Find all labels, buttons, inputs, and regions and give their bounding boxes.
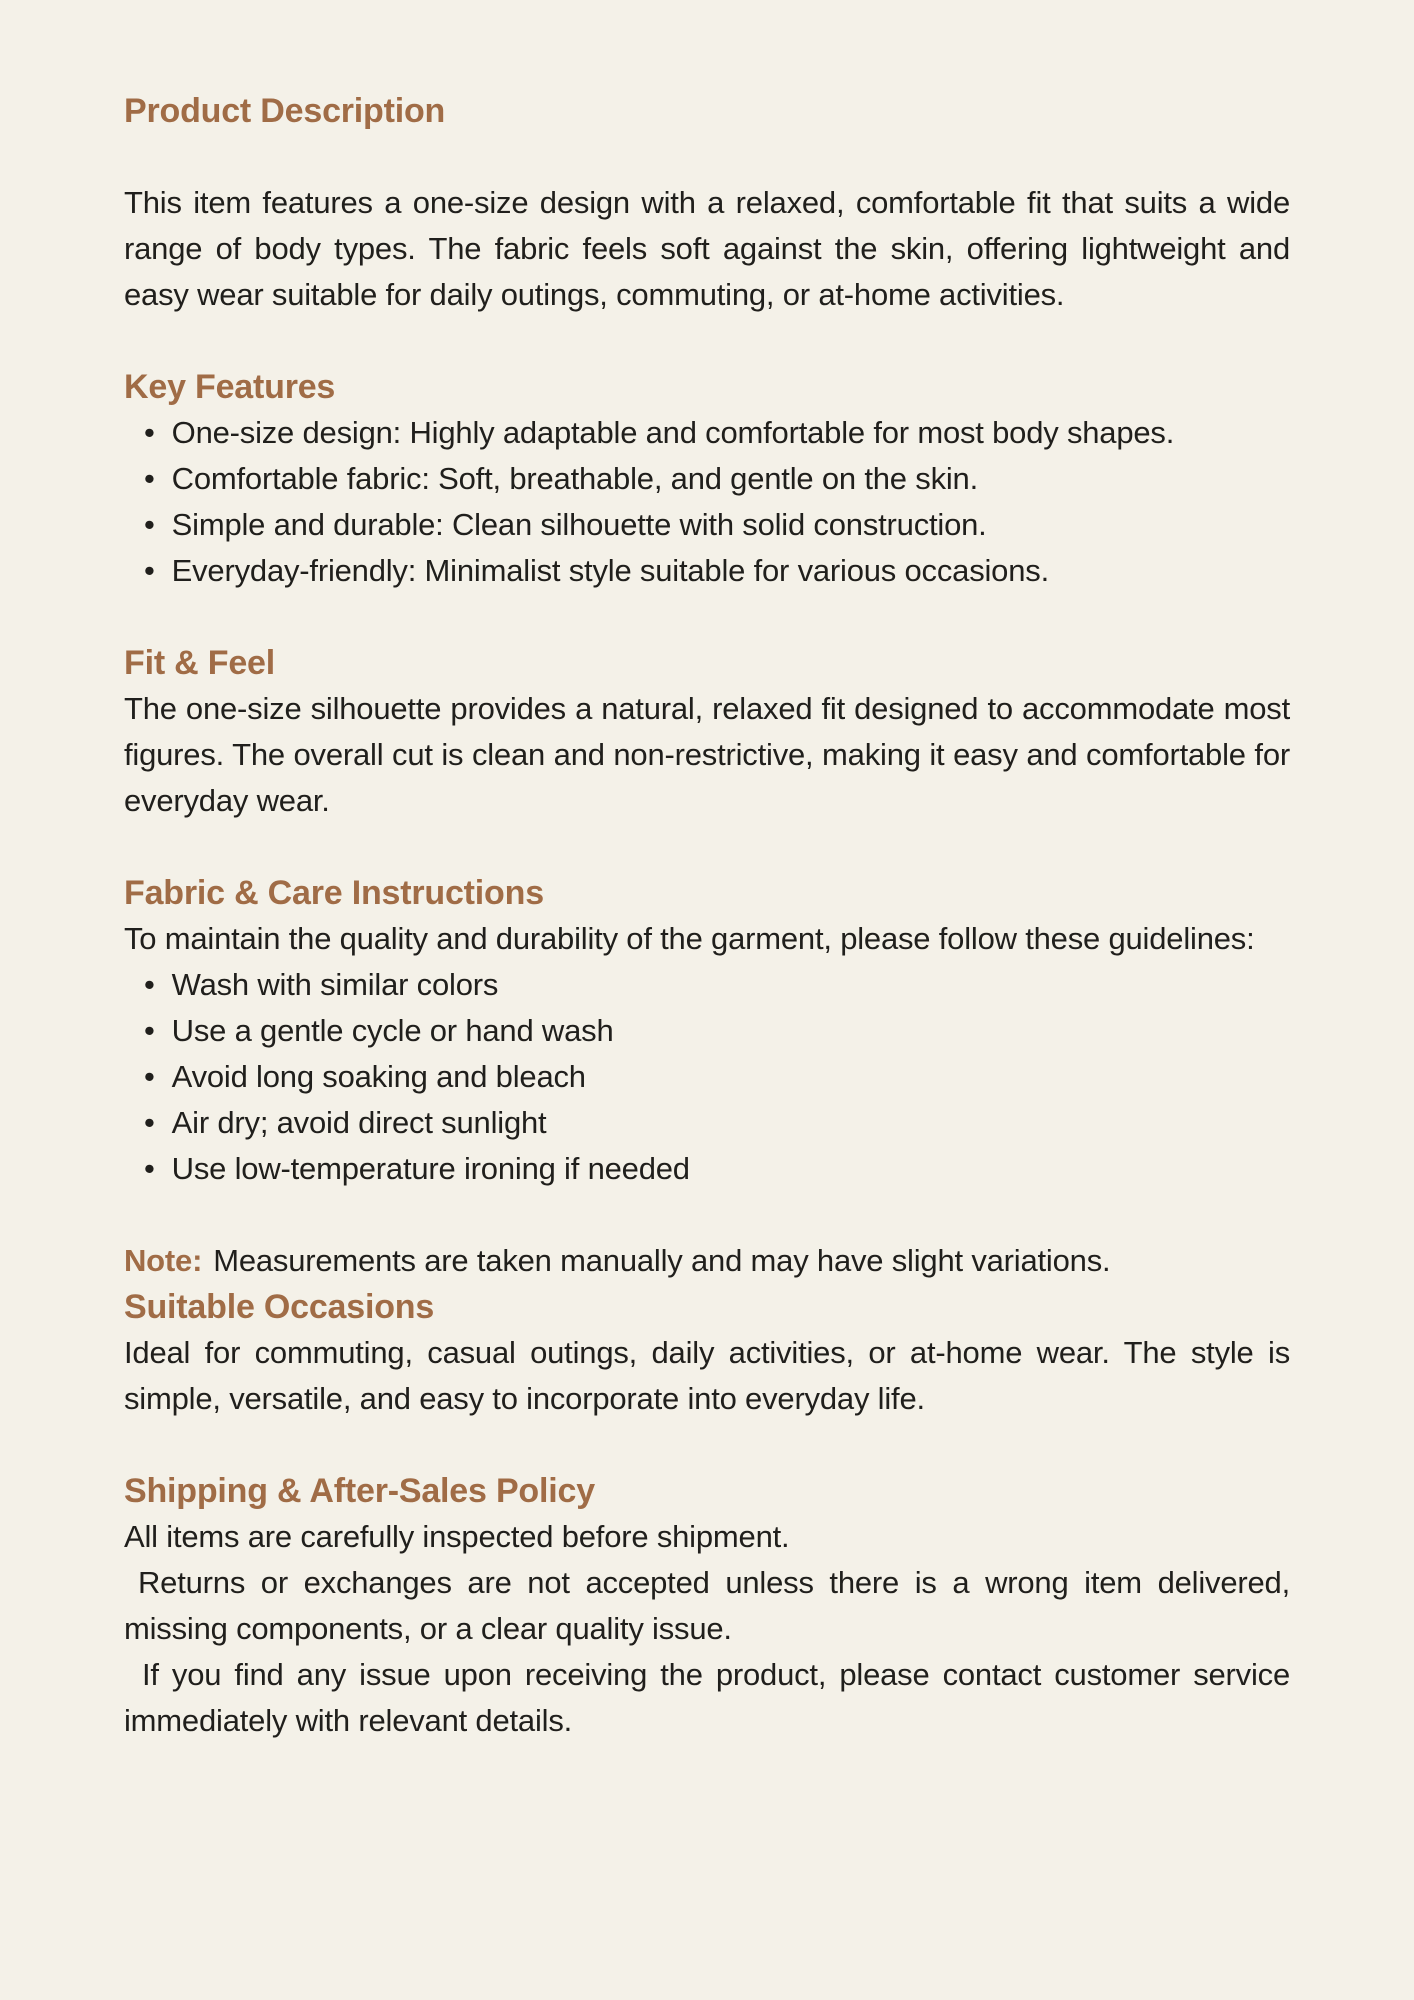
list-item: • Use low-temperature ironing if needed bbox=[124, 1146, 1290, 1192]
page-title: Product Description bbox=[124, 92, 446, 130]
list-item: • Comfortable fabric: Soft, breathable, and gentle on the skin. bbox=[124, 456, 1290, 502]
shipping-line: Returns or exchanges are not accepted unless there is a wrong item delivered, missing components, or a clear quality issue. bbox=[124, 1565, 1290, 1646]
shipping-line: If you find any issue upon receiving the product, please contact customer service immediately with relevant details. bbox=[124, 1657, 1290, 1738]
fabric-care-paragraph: To maintain the quality and durability of the garment, please follow these guidelines: bbox=[124, 921, 1255, 956]
fit-feel-heading: Fit & Feel bbox=[124, 644, 276, 682]
note-text: Measurements are taken manually and may have slight variations. bbox=[213, 1243, 1111, 1278]
fabric-care-list bbox=[124, 962, 1290, 1192]
key-features-heading: Key Features bbox=[124, 368, 336, 406]
key-features-list bbox=[124, 410, 1290, 594]
fabric-care-heading: Fabric & Care Instructions bbox=[124, 874, 544, 912]
section-fit-feel bbox=[124, 640, 1290, 824]
suitable-occasions-paragraph: Ideal for commuting, casual outings, daily activities, or at-home wear. The style is simple, versatile, and easy to incorporate into everyday life. bbox=[124, 1335, 1290, 1416]
section-shipping-policy bbox=[124, 1468, 1290, 1744]
list-item: • Avoid long soaking and bleach bbox=[124, 1054, 1290, 1100]
suitable-occasions-heading: Suitable Occasions bbox=[124, 1288, 435, 1326]
list-item: • Everyday-friendly: Minimalist style suitable for various occasions. bbox=[124, 548, 1290, 594]
fit-feel-paragraph: The one-size silhouette provides a natural, relaxed fit designed to accommodate most figures. The overall cut is clean and non-restrictive, making it easy and comfortable for everyday wear. bbox=[124, 691, 1290, 818]
note-line bbox=[124, 1238, 1290, 1284]
list-item: • Simple and durable: Clean silhouette with solid construction. bbox=[124, 502, 1290, 548]
section-suitable-occasions bbox=[124, 1284, 1290, 1422]
list-item: • One-size design: Highly adaptable and comfortable for most body shapes. bbox=[124, 410, 1290, 456]
list-item: • Air dry; avoid direct sunlight bbox=[124, 1100, 1290, 1146]
intro-paragraph: This item features a one-size design with a relaxed, comfortable fit that suits a wide range of body types. The fabric feels soft against the skin, offering lightweight and easy wear suitable for daily outings, commuting, or at-home activities. bbox=[124, 185, 1290, 312]
section-note bbox=[124, 1238, 1290, 1284]
section-key-features bbox=[124, 364, 1290, 594]
shipping-policy-heading: Shipping & After-Sales Policy bbox=[124, 1472, 595, 1510]
shipping-line: All items are carefully inspected before shipment. bbox=[124, 1519, 790, 1554]
note-label: Note: bbox=[124, 1243, 203, 1278]
section-fabric-care bbox=[124, 870, 1290, 1192]
list-item: • Wash with similar colors bbox=[124, 962, 1290, 1008]
list-item: • Use a gentle cycle or hand wash bbox=[124, 1008, 1290, 1054]
